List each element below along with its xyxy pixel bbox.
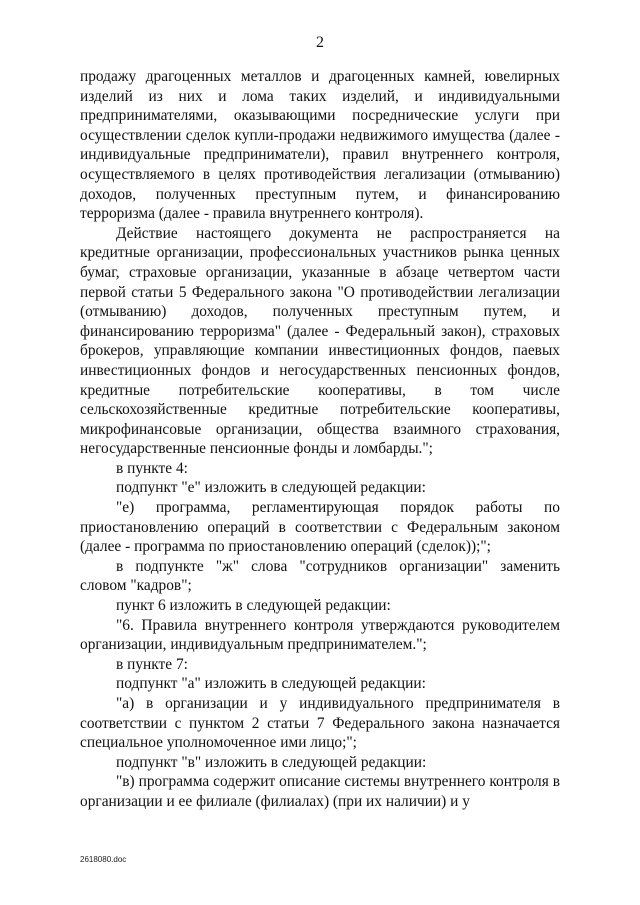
paragraph: подпункт "е" изложить в следующей редакции:: [116, 479, 426, 497]
paragraph: "а) в организации и у индивидуального предпринимателя в соответствии с пунктом 2 статьи 7 Федерального закона назначается специальное уполномоченное ими лицо;";: [80, 695, 560, 752]
paragraph: в пункте 4:: [116, 459, 188, 477]
paragraph: "е) программа, регламентирующая порядок работы по приостановлению операций в соответствии с Федеральным законом (далее - программа по приостановлению операций (сделок));";: [80, 499, 560, 556]
page-number: 2: [316, 34, 324, 51]
paragraph: подпункт "а" изложить в следующей редакции:: [116, 675, 426, 693]
paragraph: подпункт "в" изложить в следующей редакции:: [116, 753, 427, 771]
paragraph: Действие настоящего документа не распространяется на кредитные организации, профессиональных участников рынка ценных бумаг, страховые организации, указанные в абзаце четвертом части первой статьи 5 Федерального закона "О противодействии легализации (отмыванию) доходов, полученных преступным путем, и финансированию терроризма" (далее - Федеральный закон), страховых брокеров, управляющие компании инвестиционных фондов, паевых инвестиционных фондов и негосударственных пенсионных фондов, кредитные потребительские кооперативы, в том числе сельскохозяйственные кредитные потребительские кооперативы, микрофинансовые организации, общества взаимного страхования, негосударственные пенсионные фонды и ломбарды.";: [80, 224, 560, 458]
paragraph: "в) программа содержит описание системы внутреннего контроля в организации и ее филиале (филиалах) (при их наличии) и у: [80, 773, 560, 810]
paragraph: в пункте 7:: [116, 655, 188, 673]
paragraph: в подпункте "ж" слова "сотрудников организации" заменить словом "кадров";: [80, 557, 560, 595]
paragraph: продажу драгоценных металлов и драгоценных камней, ювелирных изделий из них и лома таких изделий, и индивидуальными предпринимателями, оказывающими посреднические услуги при осуществлении сделок купли-продажи недвижимого имущества (далее - индивидуальные предприниматели), правил внутреннего контроля, осуществляемого в целях противодействия легализации (отмыванию) доходов, полученных преступным путем, и финансированию терроризма (далее - правила внутреннего контроля).: [80, 68, 560, 223]
paragraph: "6. Правила внутреннего контроля утверждаются руководителем организации, индивидуальным предпринимателем.";: [80, 616, 560, 654]
paragraph: пункт 6 изложить в следующей редакции:: [116, 597, 391, 615]
document-body: [80, 67, 560, 812]
footer-filename: 2618080.doc: [80, 855, 127, 864]
